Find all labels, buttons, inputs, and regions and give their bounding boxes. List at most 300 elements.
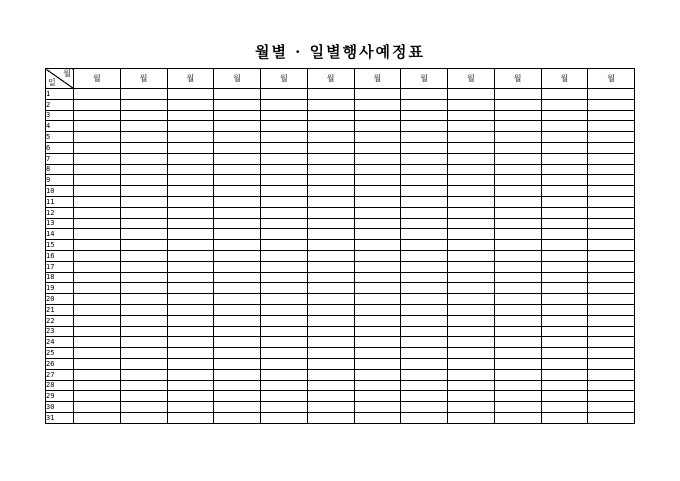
schedule-cell[interactable]	[74, 294, 121, 305]
schedule-cell[interactable]	[74, 391, 121, 402]
schedule-cell[interactable]	[214, 110, 261, 121]
schedule-cell[interactable]	[401, 240, 448, 251]
schedule-cell[interactable]	[494, 121, 541, 132]
schedule-cell[interactable]	[401, 272, 448, 283]
schedule-cell[interactable]	[401, 261, 448, 272]
schedule-cell[interactable]	[448, 207, 495, 218]
schedule-cell[interactable]	[448, 337, 495, 348]
schedule-cell[interactable]	[541, 348, 588, 359]
schedule-cell[interactable]	[74, 326, 121, 337]
schedule-cell[interactable]	[354, 412, 401, 423]
schedule-cell[interactable]	[214, 99, 261, 110]
schedule-cell[interactable]	[261, 283, 308, 294]
schedule-cell[interactable]	[214, 142, 261, 153]
schedule-cell[interactable]	[448, 89, 495, 100]
schedule-cell[interactable]	[307, 240, 354, 251]
schedule-cell[interactable]	[74, 240, 121, 251]
schedule-cell[interactable]	[214, 304, 261, 315]
schedule-cell[interactable]	[588, 89, 635, 100]
schedule-cell[interactable]	[214, 164, 261, 175]
schedule-cell[interactable]	[307, 283, 354, 294]
schedule-cell[interactable]	[167, 391, 214, 402]
schedule-cell[interactable]	[494, 412, 541, 423]
schedule-cell[interactable]	[167, 348, 214, 359]
schedule-cell[interactable]	[120, 326, 167, 337]
schedule-cell[interactable]	[448, 294, 495, 305]
schedule-cell[interactable]	[261, 294, 308, 305]
schedule-cell[interactable]	[588, 175, 635, 186]
schedule-cell[interactable]	[354, 240, 401, 251]
schedule-cell[interactable]	[588, 196, 635, 207]
schedule-cell[interactable]	[494, 369, 541, 380]
schedule-cell[interactable]	[74, 315, 121, 326]
schedule-cell[interactable]	[541, 391, 588, 402]
schedule-cell[interactable]	[401, 196, 448, 207]
schedule-cell[interactable]	[307, 348, 354, 359]
schedule-cell[interactable]	[261, 272, 308, 283]
schedule-cell[interactable]	[354, 272, 401, 283]
schedule-cell[interactable]	[167, 337, 214, 348]
schedule-cell[interactable]	[401, 153, 448, 164]
schedule-cell[interactable]	[167, 229, 214, 240]
schedule-cell[interactable]	[261, 348, 308, 359]
schedule-cell[interactable]	[307, 164, 354, 175]
schedule-cell[interactable]	[401, 175, 448, 186]
schedule-cell[interactable]	[354, 358, 401, 369]
schedule-cell[interactable]	[74, 229, 121, 240]
schedule-cell[interactable]	[167, 121, 214, 132]
schedule-cell[interactable]	[588, 283, 635, 294]
schedule-cell[interactable]	[120, 380, 167, 391]
schedule-cell[interactable]	[120, 142, 167, 153]
schedule-cell[interactable]	[541, 294, 588, 305]
schedule-cell[interactable]	[74, 261, 121, 272]
schedule-cell[interactable]	[167, 380, 214, 391]
schedule-cell[interactable]	[214, 153, 261, 164]
schedule-cell[interactable]	[307, 272, 354, 283]
schedule-cell[interactable]	[74, 369, 121, 380]
schedule-cell[interactable]	[448, 358, 495, 369]
schedule-cell[interactable]	[261, 402, 308, 413]
schedule-cell[interactable]	[74, 164, 121, 175]
schedule-cell[interactable]	[261, 218, 308, 229]
schedule-cell[interactable]	[167, 110, 214, 121]
schedule-cell[interactable]	[588, 326, 635, 337]
schedule-cell[interactable]	[354, 294, 401, 305]
schedule-cell[interactable]	[541, 186, 588, 197]
schedule-cell[interactable]	[448, 186, 495, 197]
schedule-cell[interactable]	[120, 121, 167, 132]
schedule-cell[interactable]	[120, 164, 167, 175]
schedule-cell[interactable]	[167, 261, 214, 272]
schedule-cell[interactable]	[307, 402, 354, 413]
schedule-cell[interactable]	[494, 315, 541, 326]
schedule-cell[interactable]	[401, 337, 448, 348]
schedule-cell[interactable]	[448, 240, 495, 251]
schedule-cell[interactable]	[588, 153, 635, 164]
schedule-cell[interactable]	[588, 358, 635, 369]
schedule-cell[interactable]	[120, 218, 167, 229]
schedule-cell[interactable]	[167, 142, 214, 153]
schedule-cell[interactable]	[214, 294, 261, 305]
schedule-cell[interactable]	[354, 142, 401, 153]
schedule-cell[interactable]	[214, 89, 261, 100]
schedule-cell[interactable]	[494, 132, 541, 143]
schedule-cell[interactable]	[261, 229, 308, 240]
schedule-cell[interactable]	[74, 380, 121, 391]
schedule-cell[interactable]	[354, 218, 401, 229]
schedule-cell[interactable]	[167, 326, 214, 337]
schedule-cell[interactable]	[541, 196, 588, 207]
schedule-cell[interactable]	[354, 175, 401, 186]
schedule-cell[interactable]	[167, 99, 214, 110]
schedule-cell[interactable]	[74, 250, 121, 261]
schedule-cell[interactable]	[401, 315, 448, 326]
schedule-cell[interactable]	[307, 412, 354, 423]
schedule-cell[interactable]	[401, 121, 448, 132]
schedule-cell[interactable]	[401, 304, 448, 315]
schedule-cell[interactable]	[214, 207, 261, 218]
schedule-cell[interactable]	[541, 283, 588, 294]
schedule-cell[interactable]	[167, 250, 214, 261]
schedule-cell[interactable]	[541, 380, 588, 391]
schedule-cell[interactable]	[307, 132, 354, 143]
schedule-cell[interactable]	[494, 294, 541, 305]
schedule-cell[interactable]	[354, 402, 401, 413]
schedule-cell[interactable]	[494, 164, 541, 175]
schedule-cell[interactable]	[448, 121, 495, 132]
schedule-cell[interactable]	[261, 337, 308, 348]
schedule-cell[interactable]	[261, 358, 308, 369]
schedule-cell[interactable]	[214, 186, 261, 197]
schedule-cell[interactable]	[120, 99, 167, 110]
schedule-cell[interactable]	[120, 186, 167, 197]
schedule-cell[interactable]	[588, 412, 635, 423]
schedule-cell[interactable]	[167, 207, 214, 218]
schedule-cell[interactable]	[541, 304, 588, 315]
schedule-cell[interactable]	[588, 218, 635, 229]
schedule-cell[interactable]	[448, 196, 495, 207]
schedule-cell[interactable]	[74, 337, 121, 348]
schedule-cell[interactable]	[261, 261, 308, 272]
schedule-cell[interactable]	[588, 132, 635, 143]
schedule-cell[interactable]	[214, 196, 261, 207]
schedule-cell[interactable]	[354, 348, 401, 359]
schedule-cell[interactable]	[214, 326, 261, 337]
schedule-cell[interactable]	[354, 89, 401, 100]
schedule-cell[interactable]	[214, 250, 261, 261]
schedule-cell[interactable]	[120, 294, 167, 305]
schedule-cell[interactable]	[494, 229, 541, 240]
schedule-cell[interactable]	[354, 153, 401, 164]
schedule-cell[interactable]	[214, 348, 261, 359]
schedule-cell[interactable]	[261, 369, 308, 380]
schedule-cell[interactable]	[541, 369, 588, 380]
schedule-cell[interactable]	[354, 110, 401, 121]
schedule-cell[interactable]	[214, 229, 261, 240]
schedule-cell[interactable]	[261, 186, 308, 197]
schedule-cell[interactable]	[401, 229, 448, 240]
schedule-cell[interactable]	[494, 326, 541, 337]
schedule-cell[interactable]	[167, 196, 214, 207]
schedule-cell[interactable]	[401, 132, 448, 143]
schedule-cell[interactable]	[167, 294, 214, 305]
schedule-cell[interactable]	[541, 132, 588, 143]
schedule-cell[interactable]	[307, 153, 354, 164]
schedule-cell[interactable]	[307, 218, 354, 229]
schedule-cell[interactable]	[74, 218, 121, 229]
schedule-cell[interactable]	[167, 315, 214, 326]
schedule-cell[interactable]	[307, 304, 354, 315]
schedule-cell[interactable]	[494, 218, 541, 229]
schedule-cell[interactable]	[354, 196, 401, 207]
schedule-cell[interactable]	[214, 337, 261, 348]
schedule-cell[interactable]	[120, 283, 167, 294]
schedule-cell[interactable]	[307, 369, 354, 380]
schedule-cell[interactable]	[401, 326, 448, 337]
schedule-cell[interactable]	[214, 369, 261, 380]
schedule-cell[interactable]	[541, 164, 588, 175]
schedule-cell[interactable]	[261, 132, 308, 143]
schedule-cell[interactable]	[167, 240, 214, 251]
schedule-cell[interactable]	[541, 412, 588, 423]
schedule-cell[interactable]	[214, 175, 261, 186]
schedule-cell[interactable]	[214, 240, 261, 251]
schedule-cell[interactable]	[354, 99, 401, 110]
schedule-cell[interactable]	[74, 412, 121, 423]
schedule-cell[interactable]	[307, 380, 354, 391]
schedule-cell[interactable]	[261, 99, 308, 110]
schedule-cell[interactable]	[354, 337, 401, 348]
schedule-cell[interactable]	[120, 358, 167, 369]
schedule-cell[interactable]	[307, 261, 354, 272]
schedule-cell[interactable]	[401, 348, 448, 359]
schedule-cell[interactable]	[541, 240, 588, 251]
schedule-cell[interactable]	[307, 294, 354, 305]
schedule-cell[interactable]	[494, 110, 541, 121]
schedule-cell[interactable]	[214, 412, 261, 423]
schedule-cell[interactable]	[74, 132, 121, 143]
schedule-cell[interactable]	[588, 380, 635, 391]
schedule-cell[interactable]	[448, 229, 495, 240]
schedule-cell[interactable]	[120, 272, 167, 283]
schedule-cell[interactable]	[494, 142, 541, 153]
schedule-cell[interactable]	[401, 207, 448, 218]
schedule-cell[interactable]	[120, 207, 167, 218]
schedule-cell[interactable]	[494, 380, 541, 391]
schedule-cell[interactable]	[494, 196, 541, 207]
schedule-cell[interactable]	[261, 304, 308, 315]
schedule-cell[interactable]	[401, 164, 448, 175]
schedule-cell[interactable]	[354, 315, 401, 326]
schedule-cell[interactable]	[307, 99, 354, 110]
schedule-cell[interactable]	[494, 391, 541, 402]
schedule-cell[interactable]	[307, 326, 354, 337]
schedule-cell[interactable]	[261, 326, 308, 337]
schedule-cell[interactable]	[494, 261, 541, 272]
schedule-cell[interactable]	[541, 229, 588, 240]
schedule-cell[interactable]	[74, 99, 121, 110]
schedule-cell[interactable]	[448, 153, 495, 164]
schedule-cell[interactable]	[448, 250, 495, 261]
schedule-cell[interactable]	[261, 250, 308, 261]
schedule-cell[interactable]	[74, 348, 121, 359]
schedule-cell[interactable]	[354, 283, 401, 294]
schedule-cell[interactable]	[261, 89, 308, 100]
schedule-cell[interactable]	[401, 283, 448, 294]
schedule-cell[interactable]	[448, 326, 495, 337]
schedule-cell[interactable]	[494, 175, 541, 186]
schedule-cell[interactable]	[588, 207, 635, 218]
schedule-cell[interactable]	[354, 369, 401, 380]
schedule-cell[interactable]	[588, 99, 635, 110]
schedule-cell[interactable]	[541, 175, 588, 186]
schedule-cell[interactable]	[167, 132, 214, 143]
schedule-cell[interactable]	[307, 175, 354, 186]
schedule-cell[interactable]	[588, 164, 635, 175]
schedule-cell[interactable]	[588, 229, 635, 240]
schedule-cell[interactable]	[541, 250, 588, 261]
schedule-cell[interactable]	[494, 272, 541, 283]
schedule-cell[interactable]	[494, 358, 541, 369]
schedule-cell[interactable]	[448, 402, 495, 413]
schedule-cell[interactable]	[588, 261, 635, 272]
schedule-cell[interactable]	[214, 358, 261, 369]
schedule-cell[interactable]	[214, 283, 261, 294]
schedule-cell[interactable]	[307, 196, 354, 207]
schedule-cell[interactable]	[354, 164, 401, 175]
schedule-cell[interactable]	[307, 337, 354, 348]
schedule-cell[interactable]	[588, 402, 635, 413]
schedule-cell[interactable]	[354, 250, 401, 261]
schedule-cell[interactable]	[120, 304, 167, 315]
schedule-cell[interactable]	[214, 132, 261, 143]
schedule-cell[interactable]	[261, 315, 308, 326]
schedule-cell[interactable]	[167, 304, 214, 315]
schedule-cell[interactable]	[214, 380, 261, 391]
schedule-cell[interactable]	[354, 186, 401, 197]
schedule-cell[interactable]	[261, 164, 308, 175]
schedule-cell[interactable]	[494, 99, 541, 110]
schedule-cell[interactable]	[167, 186, 214, 197]
schedule-cell[interactable]	[214, 272, 261, 283]
schedule-cell[interactable]	[74, 142, 121, 153]
schedule-cell[interactable]	[588, 337, 635, 348]
schedule-cell[interactable]	[120, 412, 167, 423]
schedule-cell[interactable]	[354, 132, 401, 143]
schedule-cell[interactable]	[588, 294, 635, 305]
schedule-cell[interactable]	[401, 294, 448, 305]
schedule-cell[interactable]	[120, 175, 167, 186]
schedule-cell[interactable]	[120, 315, 167, 326]
schedule-cell[interactable]	[401, 412, 448, 423]
schedule-cell[interactable]	[448, 348, 495, 359]
schedule-cell[interactable]	[167, 164, 214, 175]
schedule-cell[interactable]	[448, 412, 495, 423]
schedule-cell[interactable]	[541, 121, 588, 132]
schedule-cell[interactable]	[588, 369, 635, 380]
schedule-cell[interactable]	[74, 358, 121, 369]
schedule-cell[interactable]	[307, 110, 354, 121]
schedule-cell[interactable]	[401, 358, 448, 369]
schedule-cell[interactable]	[588, 304, 635, 315]
schedule-cell[interactable]	[354, 391, 401, 402]
schedule-cell[interactable]	[167, 358, 214, 369]
schedule-cell[interactable]	[74, 283, 121, 294]
schedule-cell[interactable]	[448, 391, 495, 402]
schedule-cell[interactable]	[74, 207, 121, 218]
schedule-cell[interactable]	[120, 89, 167, 100]
schedule-cell[interactable]	[74, 175, 121, 186]
schedule-cell[interactable]	[261, 207, 308, 218]
schedule-cell[interactable]	[401, 402, 448, 413]
schedule-cell[interactable]	[448, 132, 495, 143]
schedule-cell[interactable]	[354, 207, 401, 218]
schedule-cell[interactable]	[74, 272, 121, 283]
schedule-cell[interactable]	[74, 304, 121, 315]
schedule-cell[interactable]	[494, 89, 541, 100]
schedule-cell[interactable]	[167, 89, 214, 100]
schedule-cell[interactable]	[261, 142, 308, 153]
schedule-cell[interactable]	[214, 218, 261, 229]
schedule-cell[interactable]	[541, 402, 588, 413]
schedule-cell[interactable]	[448, 164, 495, 175]
schedule-cell[interactable]	[448, 175, 495, 186]
schedule-cell[interactable]	[588, 240, 635, 251]
schedule-cell[interactable]	[494, 240, 541, 251]
schedule-cell[interactable]	[214, 315, 261, 326]
schedule-cell[interactable]	[541, 110, 588, 121]
schedule-cell[interactable]	[120, 132, 167, 143]
schedule-cell[interactable]	[354, 229, 401, 240]
schedule-cell[interactable]	[588, 391, 635, 402]
schedule-cell[interactable]	[541, 142, 588, 153]
schedule-cell[interactable]	[354, 326, 401, 337]
schedule-cell[interactable]	[448, 304, 495, 315]
schedule-cell[interactable]	[401, 369, 448, 380]
schedule-cell[interactable]	[588, 142, 635, 153]
schedule-cell[interactable]	[448, 110, 495, 121]
schedule-cell[interactable]	[494, 207, 541, 218]
schedule-cell[interactable]	[541, 89, 588, 100]
schedule-cell[interactable]	[494, 402, 541, 413]
schedule-cell[interactable]	[494, 186, 541, 197]
schedule-cell[interactable]	[167, 369, 214, 380]
schedule-cell[interactable]	[588, 272, 635, 283]
schedule-cell[interactable]	[401, 110, 448, 121]
schedule-cell[interactable]	[541, 315, 588, 326]
schedule-cell[interactable]	[261, 153, 308, 164]
schedule-cell[interactable]	[74, 186, 121, 197]
schedule-cell[interactable]	[214, 261, 261, 272]
schedule-cell[interactable]	[494, 153, 541, 164]
schedule-cell[interactable]	[167, 218, 214, 229]
schedule-cell[interactable]	[448, 315, 495, 326]
schedule-cell[interactable]	[307, 186, 354, 197]
schedule-cell[interactable]	[120, 153, 167, 164]
schedule-cell[interactable]	[541, 358, 588, 369]
schedule-cell[interactable]	[448, 272, 495, 283]
schedule-cell[interactable]	[401, 391, 448, 402]
schedule-cell[interactable]	[448, 369, 495, 380]
schedule-cell[interactable]	[354, 380, 401, 391]
schedule-cell[interactable]	[307, 142, 354, 153]
schedule-cell[interactable]	[401, 142, 448, 153]
schedule-cell[interactable]	[541, 153, 588, 164]
schedule-cell[interactable]	[74, 196, 121, 207]
schedule-cell[interactable]	[120, 337, 167, 348]
schedule-cell[interactable]	[120, 261, 167, 272]
